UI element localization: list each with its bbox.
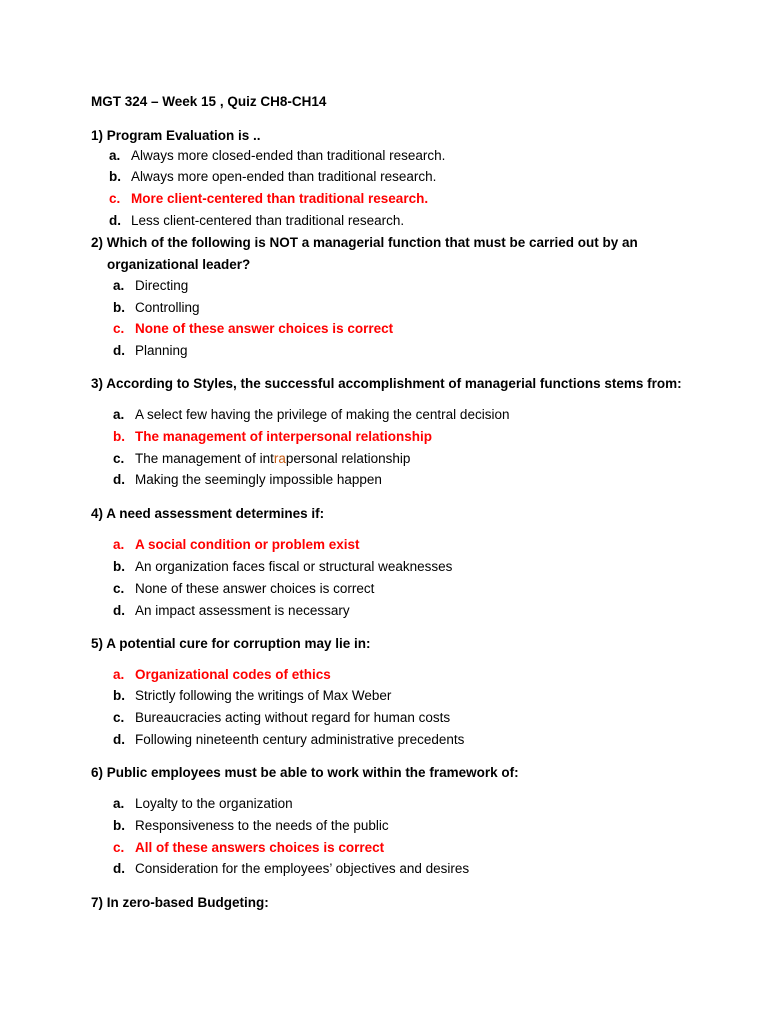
option-6a bbox=[113, 794, 293, 814]
option-letter: a. bbox=[113, 667, 125, 682]
option-4c bbox=[113, 579, 374, 599]
option-2c-correct bbox=[113, 319, 393, 339]
option-2b bbox=[113, 298, 200, 318]
option-letter: c. bbox=[113, 451, 125, 466]
option-text: Always more open-ended than traditional research. bbox=[131, 169, 437, 184]
document-title: MGT 324 – Week 15 , Quiz CH8-CH14 bbox=[91, 94, 327, 109]
option-6c-correct bbox=[113, 838, 384, 858]
option-text: The management of interpersonal relationship bbox=[135, 429, 433, 444]
option-1c-correct bbox=[109, 189, 428, 209]
option-text: An organization faces fiscal or structural weaknesses bbox=[135, 559, 453, 574]
option-1d bbox=[109, 211, 404, 231]
option-6d bbox=[113, 859, 469, 879]
question-2 bbox=[91, 232, 651, 275]
option-text: All of these answers choices is correct bbox=[135, 840, 385, 855]
option-text: A social condition or problem exist bbox=[135, 537, 360, 552]
option-letter: b. bbox=[113, 429, 125, 444]
option-text: A select few having the privilege of making the central decision bbox=[135, 407, 510, 422]
option-text: Bureaucracies acting without regard for human costs bbox=[135, 710, 451, 725]
option-text: More client-centered than traditional research. bbox=[131, 191, 429, 206]
option-letter: c. bbox=[113, 840, 125, 855]
option-text-before: The management of int bbox=[135, 451, 274, 466]
option-1b bbox=[109, 167, 436, 187]
option-text: Always more closed-ended than traditional research. bbox=[131, 148, 446, 163]
option-letter: b. bbox=[113, 300, 125, 315]
option-text: Making the seemingly impossible happen bbox=[135, 472, 382, 487]
option-letter: d. bbox=[113, 603, 125, 618]
option-text: Responsiveness to the needs of the public bbox=[135, 818, 389, 833]
option-letter: d. bbox=[109, 213, 121, 228]
option-letter: a. bbox=[113, 407, 125, 422]
option-text: Loyalty to the organization bbox=[135, 796, 293, 811]
option-letter: d. bbox=[113, 472, 125, 487]
option-5d bbox=[113, 730, 464, 750]
option-letter: c. bbox=[113, 581, 125, 596]
option-4b bbox=[113, 557, 452, 577]
option-text-highlight: ra bbox=[273, 451, 286, 466]
option-letter: c. bbox=[113, 321, 125, 336]
question-7 bbox=[91, 892, 651, 914]
option-text-after: personal relationship bbox=[285, 451, 411, 466]
option-letter: a. bbox=[113, 537, 125, 552]
option-2a bbox=[113, 276, 188, 296]
question-text: 2) Which of the following is NOT a managerial function that must be carried out by an organizational leader? bbox=[91, 235, 638, 272]
option-letter: b. bbox=[113, 559, 125, 574]
option-5b bbox=[113, 686, 391, 706]
question-6 bbox=[91, 762, 651, 784]
question-1 bbox=[91, 125, 651, 147]
question-text: 6) Public employees must be able to work within the framework of: bbox=[91, 765, 519, 780]
option-text: Planning bbox=[135, 343, 188, 358]
option-text: None of these answer choices is correct bbox=[135, 321, 394, 336]
option-text: An impact assessment is necessary bbox=[135, 603, 350, 618]
option-letter: c. bbox=[113, 710, 125, 725]
option-6b bbox=[113, 816, 389, 836]
option-letter: a. bbox=[113, 278, 125, 293]
option-4d bbox=[113, 601, 350, 621]
option-5a-correct bbox=[113, 665, 331, 685]
question-text: 7) In zero-based Budgeting: bbox=[91, 895, 269, 910]
option-1a bbox=[109, 146, 445, 166]
option-3a bbox=[113, 405, 509, 425]
option-5c bbox=[113, 708, 450, 728]
option-2d bbox=[113, 341, 188, 361]
question-4 bbox=[91, 503, 651, 525]
option-text: Strictly following the writings of Max Weber bbox=[135, 688, 392, 703]
option-text: Following nineteenth century administrative precedents bbox=[135, 732, 465, 747]
question-text: 4) A need assessment determines if: bbox=[91, 506, 325, 521]
option-letter: a. bbox=[113, 796, 125, 811]
option-text: Directing bbox=[135, 278, 189, 293]
option-text: Less client-centered than traditional research. bbox=[131, 213, 405, 228]
option-text: Organizational codes of ethics bbox=[135, 667, 331, 682]
option-letter: c. bbox=[109, 191, 121, 206]
option-letter: a. bbox=[109, 148, 121, 163]
option-4a-correct bbox=[113, 535, 360, 555]
option-letter: d. bbox=[113, 343, 125, 358]
question-text: 5) A potential cure for corruption may lie in: bbox=[91, 636, 371, 651]
question-text: 3) According to Styles, the successful accomplishment of managerial functions stems from: bbox=[91, 376, 682, 391]
question-3 bbox=[91, 373, 691, 395]
question-5 bbox=[91, 633, 651, 655]
question-text: 1) Program Evaluation is .. bbox=[91, 128, 261, 143]
option-text: Consideration for the employees’ objectives and desires bbox=[135, 861, 470, 876]
option-letter: d. bbox=[113, 732, 125, 747]
option-letter: b. bbox=[109, 169, 121, 184]
option-3b-correct bbox=[113, 427, 432, 447]
option-3c bbox=[113, 449, 410, 469]
option-text: Controlling bbox=[135, 300, 200, 315]
option-letter: b. bbox=[113, 818, 125, 833]
option-letter: d. bbox=[113, 861, 125, 876]
option-text: None of these answer choices is correct bbox=[135, 581, 375, 596]
option-letter: b. bbox=[113, 688, 125, 703]
option-3d bbox=[113, 470, 382, 490]
